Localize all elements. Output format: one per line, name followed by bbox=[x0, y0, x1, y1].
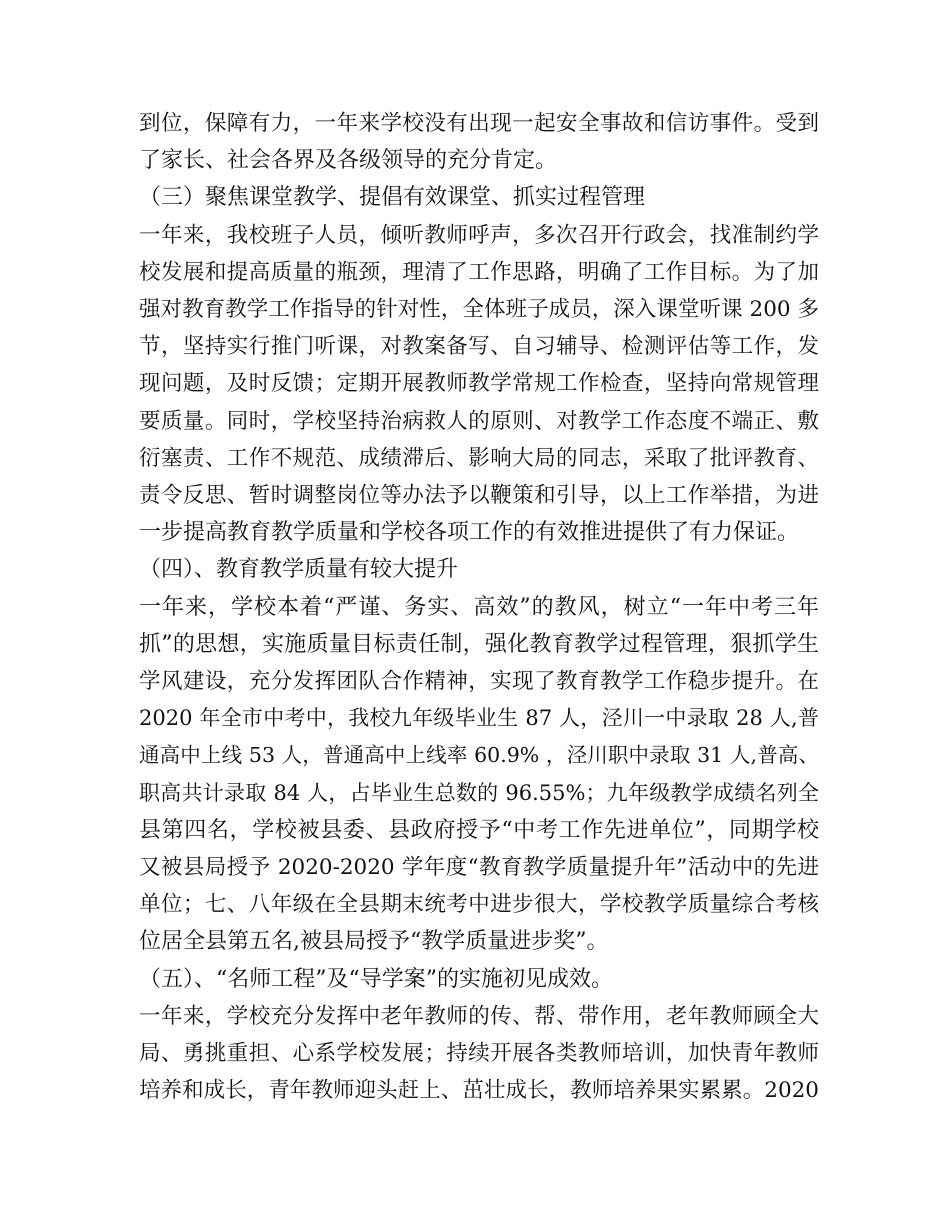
text-line: 到位，保障有力，一年来学校没有出现一起安全事故和信访事件。受到 bbox=[139, 111, 819, 136]
section-heading: （三）聚焦课堂教学、提倡有效课堂、抓实过程管理 bbox=[139, 185, 646, 211]
text-line: 节，坚持实行推门听课，对教案备写、自习辅导、检测评估等工作，发 bbox=[139, 334, 819, 360]
text-line: 一年来，我校班子人员，倾听教师呼声，多次召开行政会，找准制约学 bbox=[139, 222, 819, 248]
section-heading: （五）、“名师工程”及“导学案”的实施初见成效。 bbox=[139, 966, 613, 992]
text-line: 衍塞责、工作不规范、成绩滞后、影响大局的同志，采取了批评教育、 bbox=[139, 445, 819, 471]
text-line: 局、勇挑重担、心系学校发展；持续开展各类教师培训，加快青年教师 bbox=[139, 1041, 819, 1067]
text-line: 职高共计录取 84 人，占毕业生总数的 96.55%；九年级教学成绩名列全 bbox=[139, 780, 819, 805]
text-line: 一步提高教育教学质量和学校各项工作的有效推进提供了有力保证。 bbox=[139, 520, 800, 546]
text-line: 强对教育教学工作指导的针对性，全体班子成员，深入课堂听课 200 多 bbox=[139, 297, 819, 323]
text-line: 抓”的思想，实施质量目标责任制，强化教育教学过程管理，狠抓学生 bbox=[139, 631, 819, 657]
text-line: 学风建设，充分发挥团队合作精神，实现了教育教学工作稳步提升。在 bbox=[139, 669, 819, 695]
text-line: 要质量。同时，学校坚持治病救人的原则、对教学工作态度不端正、敷 bbox=[139, 408, 819, 434]
text-line: 县第四名，学校被县委、县政府授予“中考工作先进单位”，同期学校 bbox=[139, 817, 819, 843]
text-line: 了家长、社会各界及各级领导的充分肯定。 bbox=[139, 148, 558, 174]
text-line: 校发展和提高质量的瓶颈，理清了工作思路，明确了工作目标。为了加 bbox=[139, 259, 819, 285]
document-body bbox=[139, 105, 819, 1109]
text-line: 单位；七、八年级在全县期末统考中进步很大，学校教学质量综合考核 bbox=[139, 892, 819, 918]
text-line: 通高中上线 53 人，普通高中上线率 60.9% ，泾川职中录取 31 人,普高、 bbox=[139, 743, 819, 768]
section-heading: （四）、教育教学质量有较大提升 bbox=[139, 557, 459, 583]
text-line: 位居全县第五名,被县局授予“教学质量进步奖”。 bbox=[139, 929, 609, 955]
text-line: 现问题，及时反馈；定期开展教师教学常规工作检查，坚持向常规管理 bbox=[139, 371, 819, 397]
text-line: 培养和成长，青年教师迎头赶上、茁壮成长，教师培养果实累累。2020 bbox=[139, 1078, 819, 1104]
text-line: 2020 年全市中考中，我校九年级毕业生 87 人，泾川一中录取 28 人,普 bbox=[139, 706, 819, 731]
text-line: 又被县局授予 2020-2020 学年度“教育教学质量提升年”活动中的先进 bbox=[139, 855, 819, 881]
text-line: 一年来，学校本着“严谨、务实、高效”的教风，树立“一年中考三年 bbox=[139, 594, 819, 620]
text-line: 责令反思、暂时调整岗位等办法予以鞭策和引导，以上工作举措，为进 bbox=[139, 483, 819, 509]
text-line: 一年来，学校充分发挥中老年教师的传、帮、带作用，老年教师顾全大 bbox=[139, 1003, 819, 1029]
